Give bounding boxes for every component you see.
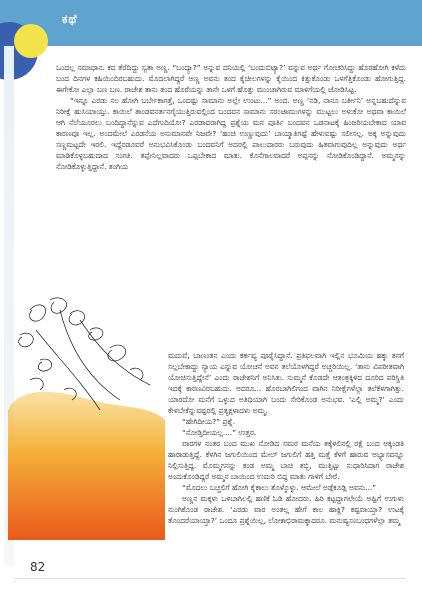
decorative-circle-yellow	[14, 24, 48, 58]
page-number: 82	[30, 560, 46, 574]
paragraph: ಅಣ್ಣನ ಮಕ್ಕಳು ಒಳಬಾಗಿಲಲ್ಲಿ ಹಣಿಕೆ ಓಡಿ ಹೋದರು. ಹಿರಿ ಕಟ್ಟದ್ದಾಗಲೇಯೆ ಅಷ್ಟಿಗೆ ಉಗುಳು ನುಂಗಿಕೊಂಡ ರಾಜೇಶ. ‘ಎರಡು ವಾರ ಅಂತಲ್ಲ ಹೇಗೆ ಕಾಲ ಹಾಕ್ದಿ? ಕಷ್ಟವಾಯ್ತಾ? ಉಟಕ್ಕೆ ತೊಂದರೆಯಾಯ್ತಾ?’ ಒಂದೂ ಪ್ರಶ್ನೆಯಿಲ್ಲ, ಲೋಕಾಭಿರಾಮಕ್ಕಾದರೂ. ಮನುಷ್ಯಸಂಬಂಧಗಳೆಲ್ಲಾ ತಮ್ಮ	[168, 494, 404, 525]
paragraph: “ಮೊದಲು ಬಚ್ಚಲಿಗೆ ಹೋಗಿ ಕೈಕಾಲು ತೊಳ್ಕೊಳ್ಳು. ಆಮೇಲೆ ಅಡ್ಗೆಕೂಡ್ಲಿ ಅವನು...”	[182, 483, 377, 492]
paragraph: “ಹೇಗಿದೀಯ?” ಪ್ರಶ್ನೆ.	[182, 417, 236, 426]
paragraph: ಒಂದಲ್ಲ ಸಮಾಧಾನ. ಕದ ತೆರೆದಿದ್ದು ಸ್ವತಾ ಅಣ್ಣ. “ಬಂದ್ಯಾ?” ಅನ್ನುವ ದನಿಯಲ್ಲಿ ‘ಬಂದುಬಿಟ್ಯಾ?’ ವನ್ನುವ ಅರ್ಥ ಗೋಚರಿಸಿದ್ದು ಹೊರಹೋಗಿ ಕಳೆದು ಬಂದ ದಿನಗಳ ಕಹಿಯಿಂದಿರಬಹುದು. ಮೊದಲಾಗಿದ್ದರೆ ಅಣ್ಣ ಅವನು ತಂದ ಕೈಚೀಲಗಳನ್ನು ಕೈಯಿಂದ ಕಿತ್ತುಕೊಂಡು ಒಳಗೆತ್ತಿಕೊಂಡು ಹೋಗುತ್ತಿದ್ದ. ಈಗೇಕೋ ಎಲ್ಲಾ ಬಣ ಬಣ. ರಾಜೇಶ ತಾನು ತಂದ ಹೊರೆಯನ್ನು ತಾನೇ ಒಳಗೆ ಹೊತ್ತು ಮುಂಚಾಗಿರುವ ಮಾಳಿಗೆಯಲ್ಲಿ ಜೋಡಿಸಿಟ್ಟ.	[56, 63, 406, 94]
paragraph: ಮದುವೆ, ಬಾಣಂತನ ಎಂದು ಕರ್ತವ್ಯ ಪೂರೈಸಿದ್ದಾನೆ. ಪ್ರತಿಫಲವಾಗಿ ಇಲ್ಲಿನ ಭೂಮಿಯ ಹಕ್ಕು ತನಗೆ ಸಲ್ಲಬೇಕಾದ್ದು ನ್ಯಾಯ ಎನ್ನುವ ಯೋಚನೆ ಅವನ ತಲೆಯೊಳಗಿದ್ದರೆ ಅಚ್ಚರಿಯಿಲ್ಲ. ‘ತಾನು ವಿಪರೀತವಾಗಿ ಯೋಚಿಸುತ್ತಿದ್ದೇನೆ’ ಎಂದು ರಾಜೇಶನಿಗೆ ಅನಿಸಿತು. ಸುಮ್ಮನೆ ಕೊಡದೇ ಆತಂತ್ರಕ್ಕಿಳಿದ ದೂರಿದ ಪರಿಸ್ಥಿತಿ ಇದಕ್ಕೆ ಕಾರಣವಿರಬಹುದು. ಅದರೂ... ಹೊರಬಾಗಿಲಿಗಂದ ವಾಗಿನ ನಿರೀಕ್ಷೆಗಳೆಲ್ಲಾ ತಲೆಕೆಳಗಾಗಿತ್ತು. ಯಾರದೋ ಮನೆಗೆ ಒಳ್ಳುದ ಅತಿಥಿಯಾಗಿ ಬಂದು ಸೇರಿಕೊಂಡ ಅನುಭವ. ‘ಎಲ್ಲಿ ಅಮ್ಮ?’ ಎಂದು ಕೇಳಬೇಕೆನ್ನುವಷ್ಟರಲ್ಲಿ ಪ್ರತ್ಯಕ್ಷಳಾದಳು ಅಮ್ಮ.	[168, 351, 404, 415]
paragraph: ವಾರಗಳ ನಂತರ ಬಂದ ಮುಖ ನೋಡಿದ ಸಮರ ಮನೆಯ ತಕ್ಕೆಳಲಿನಲ್ಲಿ ರಕ್ಷೆ ಬಂದ ಅಕ್ಕಂಡತಿ ಹಾರಾಡುತ್ತಿದ್ದೆ. ಕೆಳಗಿನ ಜಗುಲಿಯಿಂದ ಮೇಲ್ ಜಗುಲಿಗೆ ಹತ್ತಿ ಮತ್ತೆ ಕೆಳಗೆ ಹಾರುವ ಅಭ್ಯಾಸವನ್ನೂ ನಿಲ್ಲಿಸುತ್ತಿದ್ದ. ಮೊಮ್ಮಗನನ್ನು ಕಂಡ ಅಮ್ಮ ಬಾಚಿ ತಬ್ಬಿ, ಮುತ್ತಿಟ್ಟು ಸುಧಾರಿಸಿದಾಗ ರಾಜೇಶ ಅಂದುಕೊಂಡಿದ್ದರೆ ಅಮ್ಮನ ಬಾಯಿಂದ ಉದುರಿ ಬಿದ್ದ ಮಾತು ಗಾಳಿಗೆ ಬೇರೆ.	[168, 439, 404, 481]
decorative-illustration	[0, 290, 168, 540]
footer-divider	[14, 578, 406, 579]
section-title: ಕಥೆ	[62, 12, 78, 26]
paragraph: “ನೋಡ್ತಿದೀಯಲ್ಲ....” ಉತ್ತರ.	[182, 428, 257, 437]
article-body-side	[168, 350, 404, 526]
header-band	[0, 0, 422, 46]
paragraph: “ಇನ್ನೂ ಎರಡು ಸಲ ಹೋಗಿ ಬರ್ಬೇಕಾಗತ್ತೆ, ಒಂದಷ್ಟು ಸಾಮಾನು ಅಲ್ಲೇ ಉಂಟು...” ಅಂದ. ಅಣ್ಣ ‘ನಡಿ, ನಾನೂ ಬರ್ತೀನಿ’ ಅನ್ನಬಹುದೆನ್ನುವ ನಿರೀಕ್ಷೆ ಹುಸಿಯಾಯ್ತು. ಕಾಯಿಲೆ ತಾಂಡವನರ್ತನಗೈಯುತ್ತಿರುವಲ್ಲಿಂದ ಬಂದವನ ಸಾಮಾನು ಸರಂಜಾಮುಗಳನ್ನು ಮುಟ್ಟಲು ಅಳುಕೋ ಅಥವಾ ಕಾಯಿಲೆ ಆಗಿ ನೆಲೆಯೂರಲು ಬಂದಿದ್ದಾನೆನ್ನುವ ಎದೆಗುದಿಯೋ? ಎರಡಾವರಾಗಿದ್ದ ಪ್ರಶ್ನೆಯ ಮನ ಪೂರ್ತಿ ಬಂದವನ ಒಡನಾಟಕ್ಕೆ ಹಿಂಜರಿಯಬೇಕಾದ ಯಾವ ಕಾರಣವೂ ಇಲ್ಲ. ಅಂದಮೇಲೆ ಎರಡನೆಯ ಅನುಮಾನವೇ ನಿಜವೇ? ‘ಹಂಚಿ ಉಣ್ಣುವುದು’ ಬಾಯ್ಮಾತಿಗಷ್ಟೆ ಹೇಳುವಷ್ಟು ಸಲೀಸಲ್ಲ. ಅಕ್ಕ ಅನ್ನುವುದು ಸಣ್ಣಮಟ್ಟದೇ ಇರಲಿ. ಇದ್ದೆರಡೂವರೆ ಅನುಭವಿಸಿಕೊಂಡು ಬಂದವನಿಗೆ ಅದರಲ್ಲಿ ಪಾಲುದಾರರು ಬರುವುದು ಹಿತವಾಗುವುದಿಲ್ಲ ಅನ್ನುವುದು ಅರ್ಥ ಮಾಡಿಕೊಳ್ಳಬಹುದಾದ ಸಂಗತಿ. ತಪ್ಪೇನಿಲ್ಲವಾದರು ಒಪ್ಪಬೇಕಾದ ಮಾತು. ಕೊನೆಗಾಲವಾದರೆ ಅಪ್ಪನನ್ನು ನೋಡಿಕೊಂಡಿದ್ದಾನೆ. ಅಮ್ಮನನ್ನು ನೋಡಿಕೊಳ್ಳುತ್ತಿದ್ದಾನೆ. ತಂಗಿಯ	[56, 96, 406, 171]
article-body-top	[56, 62, 406, 172]
